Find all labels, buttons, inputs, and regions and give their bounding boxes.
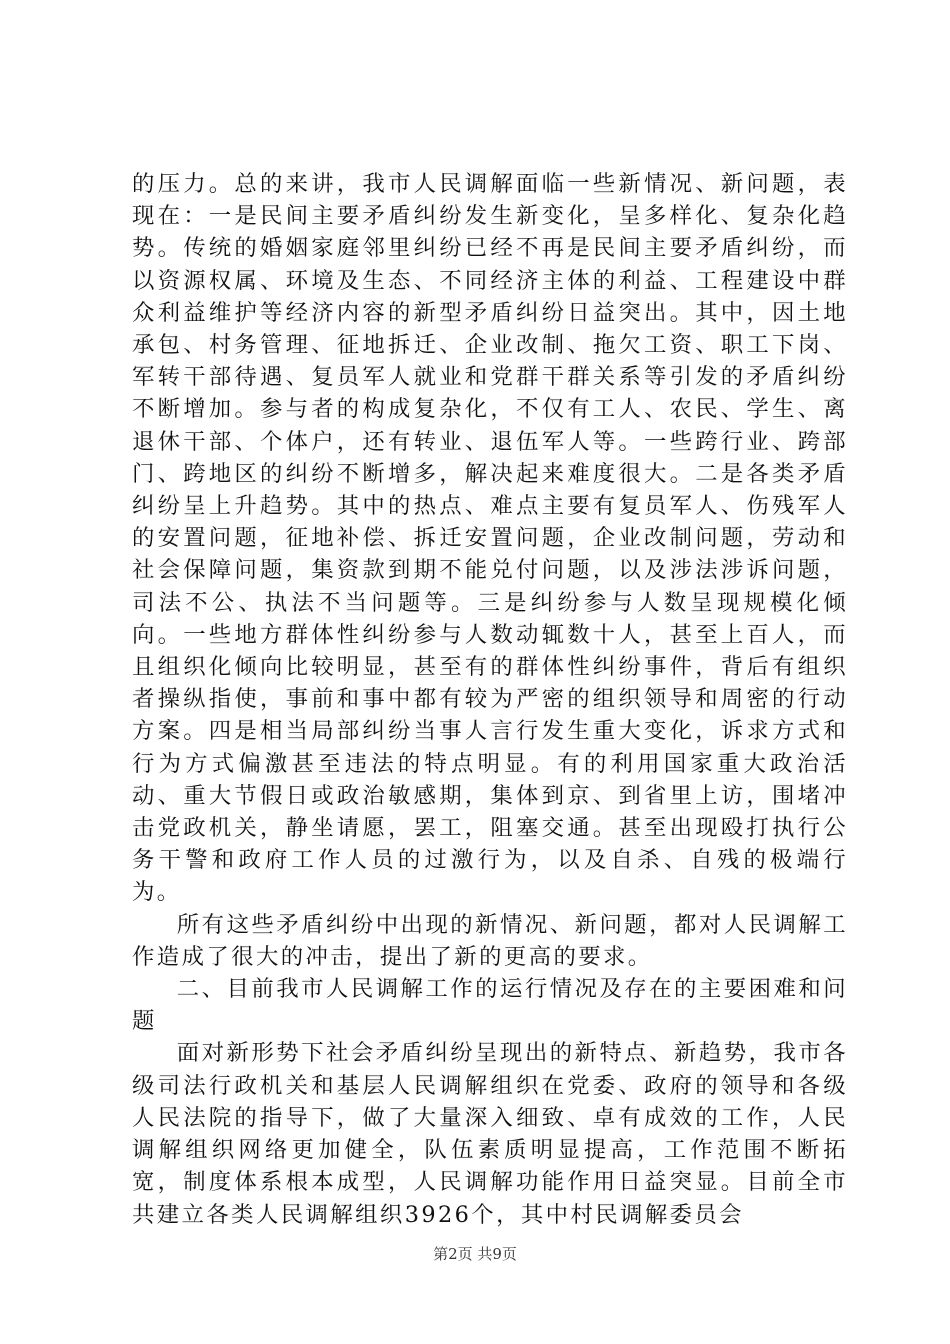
section-heading: 二、目前我市人民调解工作的运行情况及存在的主要困难和问题 — [132, 976, 848, 1035]
paragraph-3: 面对新形势下社会矛盾纠纷呈现出的新特点、新趋势，我市各级司法行政机关和基层人民调解组织在党委、政府的领导和各级人民法院的指导下，做了大量深入细致、卓有成效的工作，人民调解组织网络更加健全，队伍素质明显提高，工作范围不断拓宽，制度体系根本成型，人民调解功能作用日益突显。目前全市共建立各类人民调解组织3926个，其中村民调解委员会 — [132, 1040, 848, 1228]
document-body — [132, 168, 848, 1231]
paragraph-2: 所有这些矛盾纠纷中出现的新情况、新问题，都对人民调解工作造成了很大的冲击，提出了新的更高的要求。 — [132, 911, 848, 970]
page-number-footer: 第2页 共9页 — [433, 1245, 517, 1263]
paragraph-1: 的压力。总的来讲，我市人民调解面临一些新情况、新问题，表现在：一是民间主要矛盾纠纷发生新变化，呈多样化、复杂化趋势。传统的婚姻家庭邻里纠纷已经不再是民间主要矛盾纠纷，而以资源权属、环境及生态、不同经济主体的利益、工程建设中群众利益维护等经济内容的新型矛盾纠纷日益突出。其中，因土地承包、村务管理、征地拆迁、企业改制、拖欠工资、职工下岗、军转干部待遇、复员军人就业和党群干群关系等引发的矛盾纠纷不断增加。参与者的构成复杂化，不仅有工人、农民、学生、离退休干部、个体户，还有转业、退伍军人等。一些跨行业、跨部门、跨地区的纠纷不断增多，解决起来难度很大。二是各类矛盾纠纷呈上升趋势。其中的热点、难点主要有复员军人、伤残军人的安置问题，征地补偿、拆迁安置问题，企业改制问题，劳动和社会保障问题，集资款到期不能兑付问题，以及涉法涉诉问题，司法不公、执法不当问题等。三是纠纷参与人数呈现规模化倾向。一些地方群体性纠纷参与人数动辄数十人，甚至上百人，而且组织化倾向比较明显，甚至有的群体性纠纷事件，背后有组织者操纵指使，事前和事中都有较为严密的组织领导和周密的行动方案。四是相当局部纠纷当事人言行发生重大变化，诉求方式和行为方式偏激甚至违法的特点明显。有的利用国家重大政治活动、重大节假日或政治敏感期，集体到京、到省里上访，围堵冲击党政机关，静坐请愿，罢工，阻塞交通。甚至出现殴打执行公务干警和政府工作人员的过激行为，以及自杀、自残的极端行为。 — [132, 171, 848, 906]
